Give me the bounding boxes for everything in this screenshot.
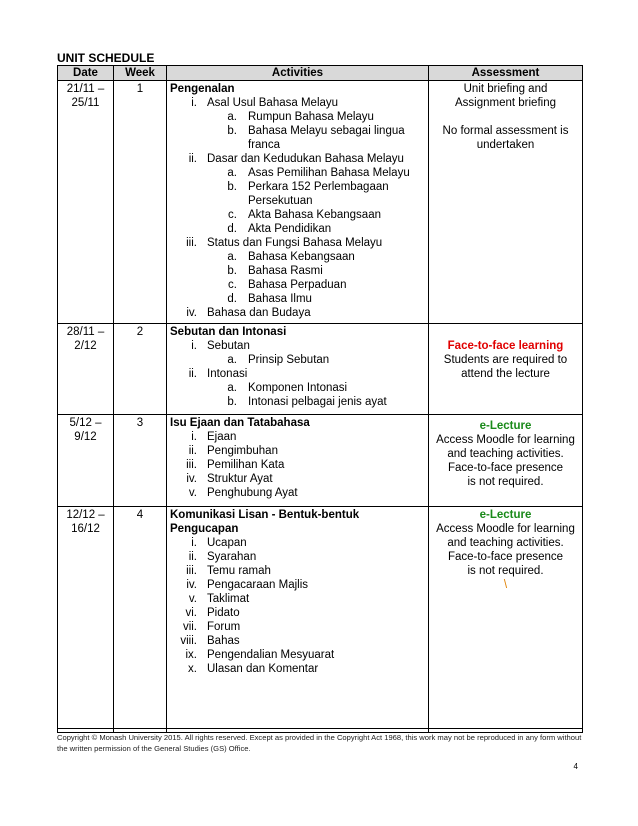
activity-title: Isu Ejaan dan Tatabahasa: [170, 417, 310, 429]
sub-list: [207, 110, 425, 152]
list-item: [170, 306, 425, 320]
sub-list-item: [207, 264, 425, 278]
item-text: Penghubung Ayat: [207, 487, 298, 499]
e-lecture-label: e-Lecture: [479, 509, 532, 521]
date-cell: [58, 507, 114, 733]
sub-list-item: [207, 124, 425, 152]
item-text: Sebutan: [207, 340, 250, 352]
list-item: [170, 472, 425, 486]
sub-item-text: Akta Bahasa Kebangsaan: [248, 209, 381, 221]
item-number: ix.: [185, 649, 197, 661]
item-number: ii.: [188, 368, 197, 380]
date-end: 16/12: [71, 523, 100, 535]
page-title: UNIT SCHEDULE: [57, 51, 155, 65]
e-lecture-label: e-Lecture: [479, 420, 532, 432]
table-row: [58, 415, 583, 507]
date-cell: [58, 324, 114, 415]
sub-list-item: [207, 395, 425, 409]
item-number: viii.: [180, 635, 197, 647]
sub-item-number: a.: [227, 167, 237, 179]
date-cell: [58, 81, 114, 324]
list-item: [170, 648, 425, 662]
assessment-text: is not required.: [467, 476, 544, 488]
table-row: [58, 324, 583, 415]
list-item: [170, 606, 425, 620]
item-text: Asal Usul Bahasa Melayu: [207, 97, 339, 109]
item-number: vi.: [185, 607, 197, 619]
stray-backslash-mark: \: [503, 579, 508, 591]
list-item: [170, 634, 425, 648]
sub-item-text: Asas Pemilihan Bahasa Melayu: [248, 167, 410, 179]
item-text: Ulasan dan Komentar: [207, 663, 319, 675]
header-week: Week: [114, 66, 167, 81]
item-text: Bahas: [207, 635, 240, 647]
list-item: [170, 96, 425, 152]
list-item: [170, 339, 425, 367]
sub-list: [207, 381, 425, 409]
item-number: iii.: [186, 565, 197, 577]
date-end: 25/11: [71, 97, 100, 109]
assessment-text: Unit briefing and: [463, 83, 548, 95]
item-text: Pidato: [207, 607, 240, 619]
sub-item-text: Perkara 152 Perlembagaan Persekutuan: [248, 181, 389, 207]
date-start: 12/12 –: [66, 509, 105, 521]
sub-item-number: c.: [228, 279, 237, 291]
sub-item-number: a.: [227, 382, 237, 394]
activity-title: Pengenalan: [170, 83, 235, 95]
item-text: Bahasa dan Budaya: [207, 307, 311, 319]
sub-item-number: a.: [227, 111, 237, 123]
assessment-text: and teaching activities.: [447, 448, 564, 460]
sub-item-text: Rumpun Bahasa Melayu: [248, 111, 374, 123]
item-text: Ejaan: [207, 431, 237, 443]
sub-item-text: Bahasa Rasmi: [248, 265, 323, 277]
activity-list: [170, 96, 425, 320]
assessment-cell: [429, 415, 583, 507]
sub-item-number: b.: [227, 265, 237, 277]
sub-item-text: Akta Pendidikan: [248, 223, 332, 235]
sub-list-item: [207, 166, 425, 180]
sub-list-item: [207, 180, 425, 208]
table-header-row: [58, 66, 583, 81]
item-number: v.: [188, 487, 197, 499]
activities-cell: [167, 415, 429, 507]
sub-list: [207, 353, 425, 367]
activities-cell: [167, 507, 429, 733]
item-number: iii.: [186, 459, 197, 471]
item-number: iv.: [186, 473, 197, 485]
sub-item-number: a.: [227, 354, 237, 366]
activities-cell: [167, 81, 429, 324]
sub-item-text: Bahasa Kebangsaan: [248, 251, 355, 263]
sub-item-text: Bahasa Perpaduan: [248, 279, 347, 291]
item-number: x.: [188, 663, 197, 675]
date-cell: [58, 415, 114, 507]
sub-item-number: b.: [227, 181, 237, 193]
item-text: Syarahan: [207, 551, 257, 563]
list-item: [170, 550, 425, 564]
assessment-text: Face-to-face presence: [447, 462, 564, 474]
item-number: iv.: [186, 307, 197, 319]
item-number: i.: [191, 431, 197, 443]
unit-schedule-table: [57, 65, 583, 733]
week-cell: 2: [114, 324, 167, 415]
list-item: [170, 578, 425, 592]
item-number: v.: [188, 593, 197, 605]
assessment-text: Access Moodle for learning: [436, 523, 575, 535]
sub-list-item: [207, 110, 425, 124]
date-start: 21/11 –: [66, 83, 105, 95]
item-text: Intonasi: [207, 368, 248, 380]
assessment-cell: [429, 81, 583, 324]
week-cell: 1: [114, 81, 167, 324]
sub-item-text: Komponen Intonasi: [248, 382, 348, 394]
activity-list: [170, 536, 425, 676]
date-end: 2/12: [74, 340, 97, 352]
assessment-text: is not required.: [467, 565, 544, 577]
week-cell: 4: [114, 507, 167, 733]
item-text: Struktur Ayat: [207, 473, 273, 485]
sub-list-item: [207, 292, 425, 306]
header-assessment: Assessment: [429, 66, 583, 81]
assessment-cell: [429, 324, 583, 415]
item-number: ii.: [188, 445, 197, 457]
table-row: [58, 507, 583, 733]
item-text: Pengimbuhan: [207, 445, 278, 457]
item-number: ii.: [188, 551, 197, 563]
item-text: Pengendalian Mesyuarat: [207, 649, 335, 661]
list-item: [170, 592, 425, 606]
sub-list: [207, 250, 425, 306]
week-cell: 3: [114, 415, 167, 507]
sub-item-number: c.: [228, 209, 237, 221]
sub-item-number: d.: [227, 293, 237, 305]
item-number: iv.: [186, 579, 197, 591]
item-text: Pemilihan Kata: [207, 459, 285, 471]
activity-title-continued: Pengucapan: [170, 523, 239, 535]
page-number: 4: [573, 762, 578, 771]
sub-item-number: d.: [227, 223, 237, 235]
item-text: Temu ramah: [207, 565, 271, 577]
list-item: [170, 564, 425, 578]
sub-list: [207, 166, 425, 236]
sub-list-item: [207, 278, 425, 292]
date-end: 9/12: [74, 431, 97, 443]
list-item: [170, 486, 425, 500]
activity-list: [170, 339, 425, 409]
list-item: [170, 236, 425, 306]
copyright-footer: Copyright © Monash University 2015. All rights reserved. Except as provided in the Copyright Act 1968, this work may not be reproduced in any form without the written permission of the General Studies (GS) Office.: [57, 728, 582, 754]
sub-list-item: [207, 222, 425, 236]
activity-title: Komunikasi Lisan - Bentuk-bentuk: [170, 509, 360, 521]
assessment-text: undertaken: [476, 139, 535, 151]
assessment-text: Face-to-face presence: [447, 551, 564, 563]
item-text: Status dan Fungsi Bahasa Melayu: [207, 237, 383, 249]
item-number: i.: [191, 340, 197, 352]
sub-list-item: [207, 353, 425, 367]
sub-list-item: [207, 250, 425, 264]
item-number: vii.: [182, 621, 197, 633]
activity-list: [170, 430, 425, 500]
sub-list-item: [207, 208, 425, 222]
sub-item-text: Bahasa Ilmu: [248, 293, 312, 305]
assessment-text: Assignment briefing: [455, 97, 556, 109]
list-item: [170, 152, 425, 236]
item-text: Pengacaraan Majlis: [207, 579, 309, 591]
item-text: Ucapan: [207, 537, 247, 549]
list-item: [170, 662, 425, 676]
sub-item-number: a.: [227, 251, 237, 263]
item-number: i.: [191, 537, 197, 549]
list-item: [170, 620, 425, 634]
assessment-text: Students are required to: [443, 354, 568, 366]
sub-item-text: Bahasa Melayu sebagai lingua franca: [248, 125, 405, 151]
assessment-text: No formal assessment is: [442, 125, 569, 137]
item-number: i.: [191, 97, 197, 109]
item-text: Taklimat: [207, 593, 250, 605]
sub-item-text: Prinsip Sebutan: [248, 354, 330, 366]
activity-title: Sebutan dan Intonasi: [170, 326, 287, 338]
activities-cell: [167, 324, 429, 415]
header-activities: Activities: [167, 66, 429, 81]
list-item: [170, 367, 425, 409]
list-item: [170, 458, 425, 472]
sub-item-number: b.: [227, 396, 237, 408]
item-number: iii.: [186, 237, 197, 249]
sub-item-number: b.: [227, 125, 237, 137]
item-number: ii.: [188, 153, 197, 165]
face-to-face-label: Face-to-face learning: [447, 340, 564, 352]
list-item: [170, 444, 425, 458]
sub-list-item: [207, 381, 425, 395]
list-item: [170, 430, 425, 444]
sub-item-text: Intonasi pelbagai jenis ayat: [248, 396, 387, 408]
assessment-cell: [429, 507, 583, 733]
list-item: [170, 536, 425, 550]
assessment-text: Access Moodle for learning: [436, 434, 575, 446]
assessment-text: and teaching activities.: [447, 537, 564, 549]
date-start: 5/12 –: [69, 417, 102, 429]
date-start: 28/11 –: [66, 326, 105, 338]
item-text: Dasar dan Kedudukan Bahasa Melayu: [207, 153, 404, 165]
header-date: Date: [58, 66, 114, 81]
table-row: [58, 81, 583, 324]
item-text: Forum: [207, 621, 241, 633]
assessment-text: attend the lecture: [461, 368, 550, 380]
